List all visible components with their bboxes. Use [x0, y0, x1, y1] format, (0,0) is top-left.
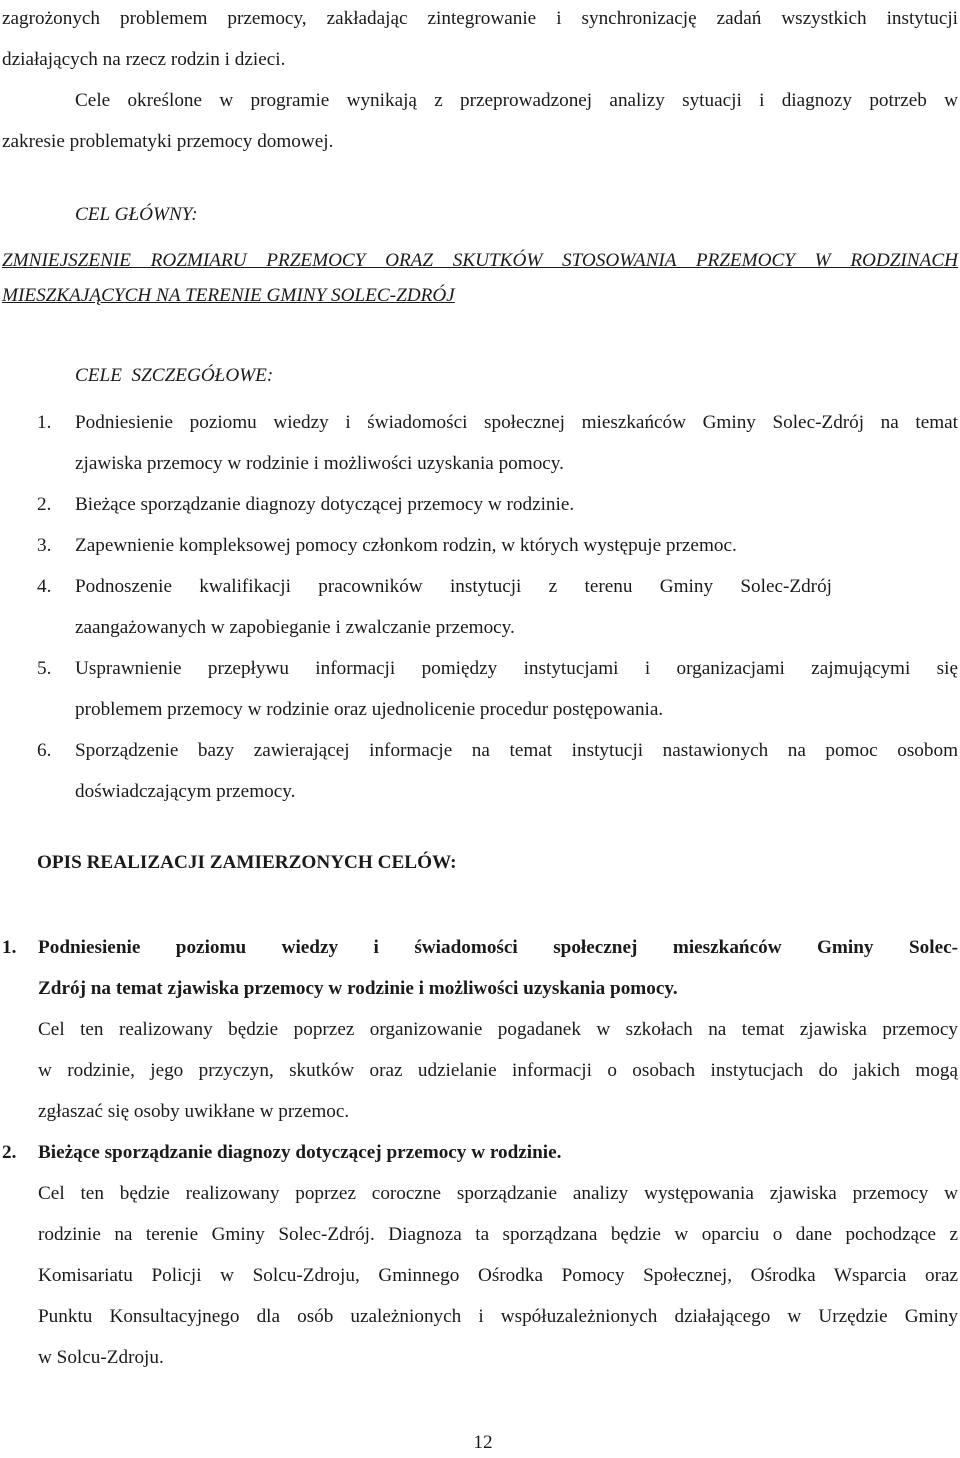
paragraph-line: zgłaszać się osoby uwikłane w przemoc.	[38, 1101, 350, 1122]
goal-number: 4.	[37, 576, 52, 597]
goal-number: 6.	[37, 740, 52, 761]
paragraph-line: Cel ten realizowany będzie poprzez organizowanie pogadanek w szkołach na temat zjawiska przemocy	[38, 1019, 958, 1040]
main-goal-text-end	[2, 281, 958, 311]
intro-line: zagrożonych problemem przemocy, zakładając zintegrowanie i synchronizację zadań wszystkich instytucji	[2, 8, 958, 29]
paragraph-line: Punktu Konsultacyjnego dla osób uzależnionych i współuzależnionych działającego w Urzędzie Gminy	[38, 1306, 958, 1327]
page-number: 12	[473, 1432, 493, 1453]
main-goal-heading: CEL GŁÓWNY:	[75, 204, 198, 225]
paragraph-line: w rodzinie, jego przyczyn, skutków oraz udzielanie informacji o osobach instytucjach do jakich mogą	[38, 1060, 958, 1081]
section-number: 2.	[2, 1142, 17, 1163]
goal-line: doświadczającym przemocy.	[75, 781, 296, 802]
paragraph-line: w Solcu-Zdroju.	[38, 1347, 164, 1368]
goal-line: Usprawnienie przepływu informacji pomiędzy instytucjami i organizacjami zajmującymi się	[75, 658, 958, 679]
goal-number: 5.	[37, 658, 52, 679]
goal-number: 3.	[37, 535, 52, 556]
goal-number: 2.	[37, 494, 52, 515]
goal-line: Zapewnienie kompleksowej pomocy członkom rodzin, w których występuje przemoc.	[75, 535, 737, 556]
intro-line: działających na rzecz rodzin i dzieci.	[2, 49, 286, 70]
section-title-line: Podniesienie poziomu wiedzy i świadomości społecznej mieszkańców Gminy Solec-	[38, 937, 958, 958]
intro-line: Cele określone w programie wynikają z przeprowadzonej analizy sytuacji i diagnozy potrzeb w	[75, 90, 958, 111]
section-number: 1.	[2, 937, 17, 958]
goal-line: Podniesienie poziomu wiedzy i świadomości społecznej mieszkańców Gminy Solec-Zdrój na temat	[75, 412, 958, 433]
goal-item	[37, 566, 832, 648]
goal-line: Podnoszenie kwalifikacji pracowników instytucji z terenu Gminy Solec-Zdrój	[75, 576, 832, 597]
goal-number: 1.	[37, 412, 52, 433]
section-title-line: Bieżące sporządzanie diagnozy dotyczącej przemocy w rodzinie.	[38, 1142, 562, 1163]
main-goal-text	[2, 240, 958, 281]
goal-line: problemem przemocy w rodzinie oraz ujednolicenie procedur postępowania.	[75, 699, 664, 720]
intro-paragraph-2	[75, 80, 958, 121]
intro-line: zakresie problematyki przemocy domowej.	[2, 131, 334, 152]
paragraph-line: rodzinie na terenie Gminy Solec-Zdrój. Diagnoza ta sporządzana będzie w oparciu o dane pochodzące z	[38, 1224, 958, 1245]
main-goal-line: ZMNIEJSZENIE ROZMIARU PRZEMOCY ORAZ SKUTKÓW STOSOWANIA PRZEMOCY W RODZINACH	[2, 250, 958, 271]
section-paragraph	[38, 1009, 958, 1132]
intro-paragraph-end	[2, 39, 958, 80]
goal-item	[37, 730, 958, 812]
paragraph-line: Komisariatu Policji w Solcu-Zdroju, Gminnego Ośrodka Pomocy Społecznej, Ośrodka Wsparcia oraz	[38, 1265, 958, 1286]
realization-heading: OPIS REALIZACJI ZAMIERZONYCH CELÓW:	[37, 852, 457, 873]
goal-line: zjawiska przemocy w rodzinie i możliwości uzyskania pomocy.	[75, 453, 564, 474]
realization-section-title	[2, 1132, 958, 1173]
main-goal-line: MIESZKAJĄCYCH NA TERENIE GMINY SOLEC-ZDRÓJ	[2, 285, 455, 306]
goal-line: zaangażowanych w zapobieganie i zwalczanie przemocy.	[75, 617, 515, 638]
goal-item	[37, 525, 958, 566]
realization-section-title	[2, 927, 958, 1009]
paragraph-line: Cel ten będzie realizowany poprzez coroczne sporządzanie analizy występowania zjawiska przemocy w	[38, 1183, 958, 1204]
section-paragraph	[38, 1173, 958, 1378]
goal-line: Bieżące sporządzanie diagnozy dotyczącej przemocy w rodzinie.	[75, 494, 575, 515]
specific-goals-heading: CELE SZCZEGÓŁOWE:	[75, 365, 274, 386]
goal-item	[37, 402, 958, 484]
goal-item	[37, 648, 958, 730]
intro-paragraph-2-end	[2, 121, 958, 162]
intro-paragraph	[2, 0, 958, 39]
section-title-line: Zdrój na temat zjawiska przemocy w rodzinie i możliwości uzyskania pomocy.	[38, 978, 678, 999]
goal-item	[37, 484, 958, 525]
goal-line: Sporządzenie bazy zawierającej informacje na temat instytucji nastawionych na pomoc osobom	[75, 740, 958, 761]
